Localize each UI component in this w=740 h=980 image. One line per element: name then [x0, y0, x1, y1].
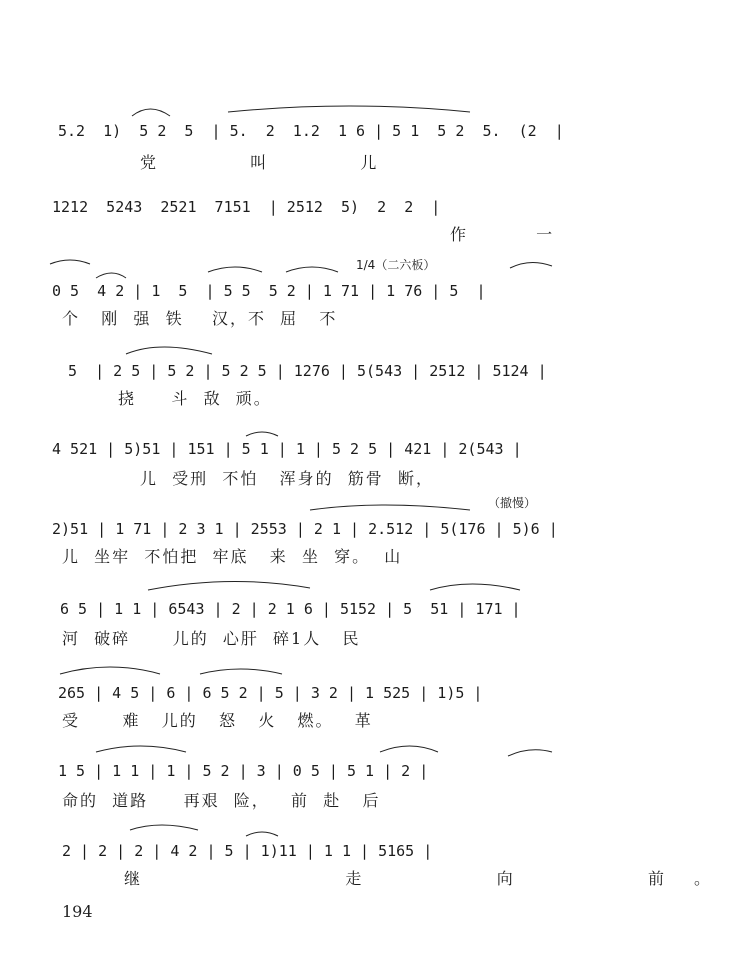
- lyric-line-3: 个 刚 强 铁 汉，不 屈 不: [62, 309, 338, 328]
- slur-mark: [132, 109, 170, 116]
- slur-mark: [510, 262, 552, 268]
- notation-line-3: 0 5 4 2 | 1 5 | 5 5 5 2 | 1 71 | 1 76 | 5 |: [52, 282, 486, 300]
- notation-line-10: 2 | 2 | 2 | 4 2 | 5 | 1)11 | 1 1 | 5165 |: [62, 842, 433, 860]
- lyric-line-4: 挠 斗 敌 顽。: [118, 389, 272, 408]
- notation-line-5: 4 521 | 5)51 | 151 | 5 1 | 1 | 5 2 5 | 421 | 2(543 |: [52, 440, 522, 458]
- lyric-line-7: 河 破碎 儿的 心肝 碎1人 民: [62, 629, 361, 648]
- slur-mark: [200, 669, 282, 674]
- slur-mark: [246, 832, 278, 836]
- slur-mark: [380, 746, 438, 752]
- notation-line-1: 5.2 1) 5 2 5 | 5. 2 1.2 1 6 | 5 1 5 2 5. (2 |: [58, 122, 564, 140]
- lyric-line-2: 作 一: [450, 225, 573, 244]
- slur-mark: [126, 347, 212, 354]
- lyric-line-10: 继 走 向 前。: [124, 869, 740, 888]
- slur-mark: [310, 505, 470, 510]
- lyric-line-6: 儿 坐牢 不怕把 牢底 来 坐 穿。 山: [62, 547, 403, 566]
- lyric-line-9: 命的 道路 再艰 险， 前 赴 后: [62, 791, 381, 810]
- lyric-line-5: 儿 受刑 不怕 浑身的 筋骨 断，: [140, 469, 434, 488]
- slur-mark: [228, 106, 470, 112]
- tempo-annotation: 1/4（二六板）: [356, 258, 436, 272]
- ornament-annotation: （撤慢）: [488, 496, 537, 510]
- notation-line-8: 265 | 4 5 | 6 | 6 5 2 | 5 | 3 2 | 1 525 | 1)5 |: [58, 684, 483, 702]
- slur-mark: [430, 584, 520, 590]
- slur-mark: [60, 667, 160, 674]
- notation-line-2: 1212 5243 2521 7151 | 2512 5) 2 2 |: [52, 198, 441, 216]
- page-number: 194: [62, 902, 93, 921]
- slur-mark: [148, 581, 310, 590]
- slur-mark: [96, 746, 186, 752]
- slur-mark: [130, 825, 198, 830]
- slur-mark: [50, 260, 90, 264]
- slur-mark: [208, 267, 262, 272]
- slur-mark: [286, 267, 338, 272]
- slur-mark: [246, 432, 278, 436]
- notation-line-7: 6 5 | 1 1 | 6543 | 2 | 2 1 6 | 5152 | 5 51 | 171 |: [60, 600, 521, 618]
- notation-line-4: 5 | 2 5 | 5 2 | 5 2 5 | 1276 | 5(543 | 2512 | 5124 |: [68, 362, 547, 380]
- notation-line-9: 1 5 | 1 1 | 1 | 5 2 | 3 | 0 5 | 5 1 | 2 |: [58, 762, 429, 780]
- slur-mark: [508, 750, 552, 756]
- lyric-line-1: 党 叫 儿: [140, 153, 405, 172]
- notation-line-6: 2)51 | 1 71 | 2 3 1 | 2553 | 2 1 | 2.512 | 5(176 | 5)6 |: [52, 520, 558, 538]
- lyric-line-8: 受 难 儿的 怒 火 燃。 革: [62, 711, 373, 730]
- slur-mark: [96, 273, 126, 278]
